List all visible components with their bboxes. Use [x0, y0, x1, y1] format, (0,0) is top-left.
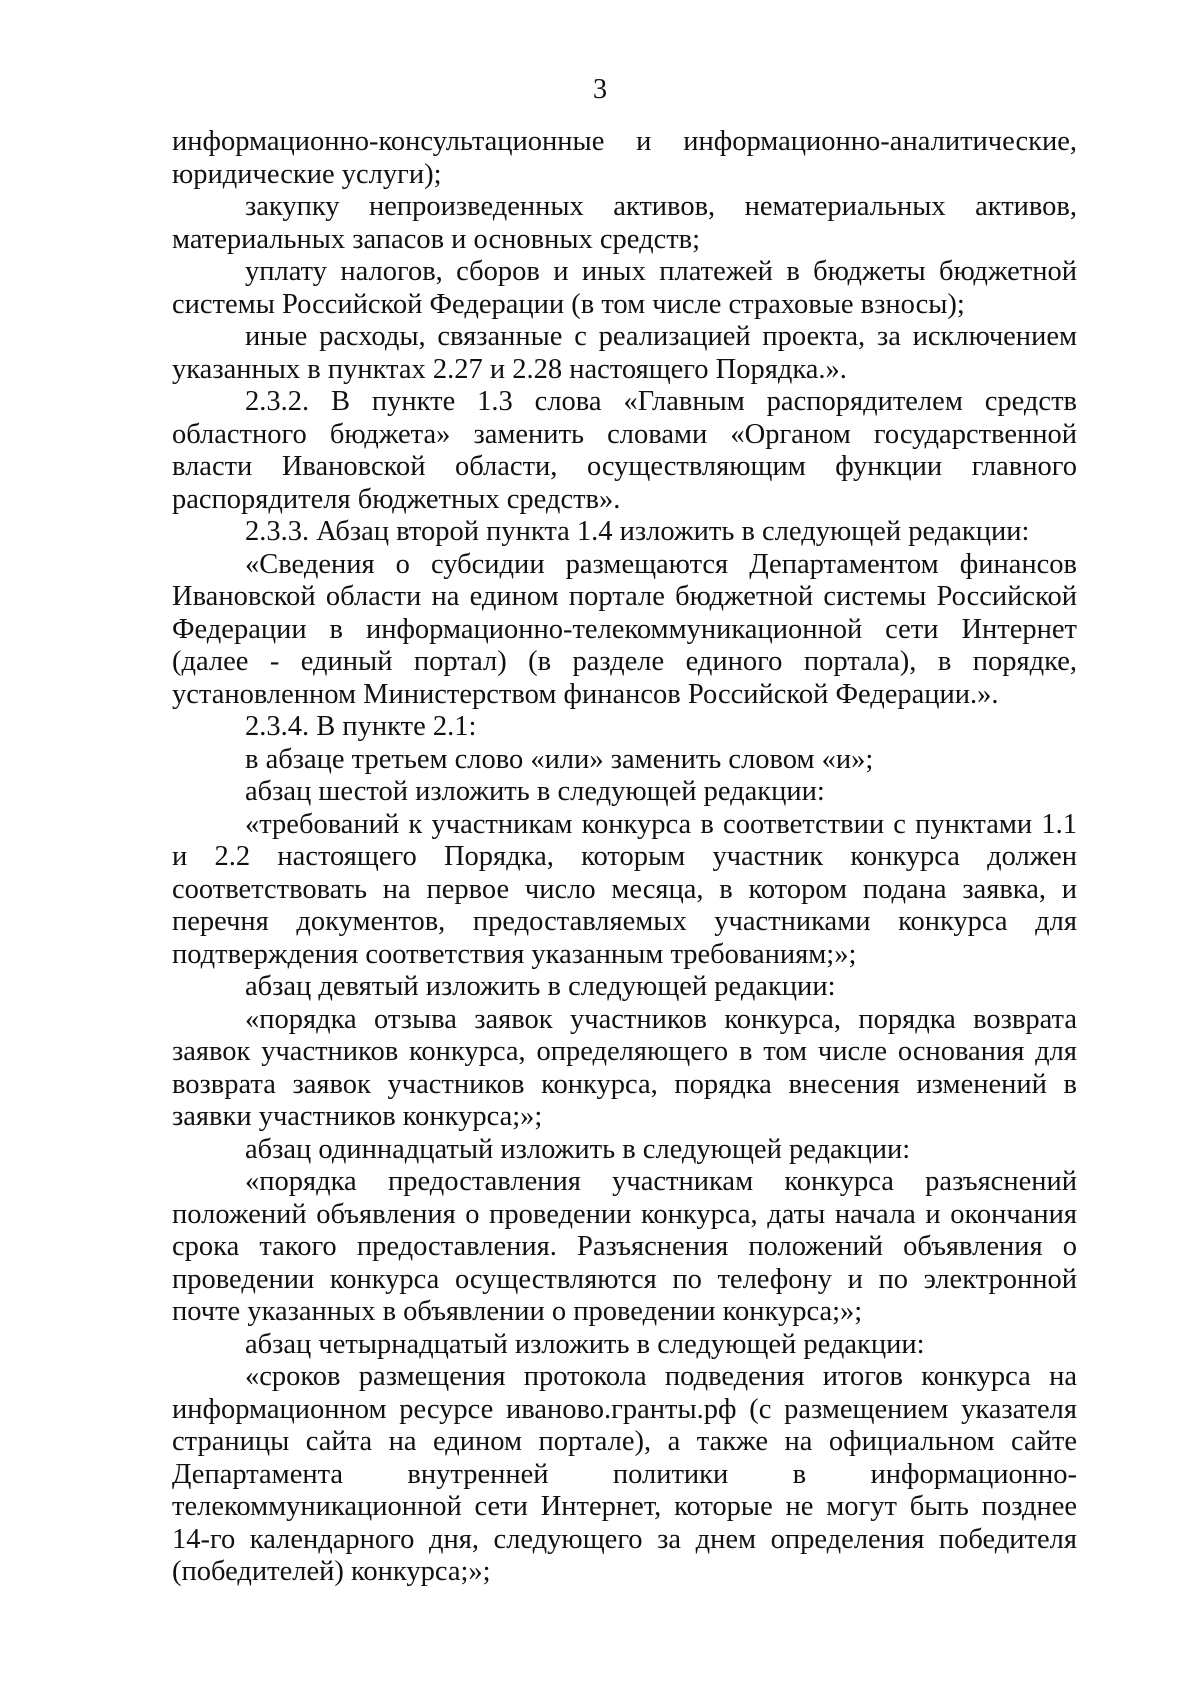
- paragraph-13: «порядка отзыва заявок участников конкурса, порядка возврата заявок участников конкурса, определяющего в том числе основания для возврата заявок участников конкурса, порядка внесения изменений в заявки участников конкурса;»;: [172, 1003, 1077, 1132]
- paragraph-1: информационно-консультационные и информационно-аналитические, юридические услуги);: [172, 126, 1077, 190]
- paragraph-9: в абзаце третьем слово «или» заменить словом «и»;: [245, 743, 874, 775]
- paragraph-10: абзац шестой изложить в следующей редакции:: [245, 776, 825, 807]
- paragraph-6: 2.3.3. Абзац второй пункта 1.4 изложить в следующей редакции:: [245, 516, 1030, 547]
- paragraph-12: абзац девятый изложить в следующей редакции:: [245, 971, 836, 1002]
- paragraph-14: абзац одиннадцатый изложить в следующей редакции:: [245, 1133, 911, 1165]
- paragraph-7: «Сведения о субсидии размещаются Департаментом финансов Ивановской области на едином портале бюджетной системы Российской Федерации в информационно-телекоммуникационной сети Интернет (далее - единый портал) (в разделе единого портала), в порядке, установленном Министерством финансов Российской Федерации.».: [172, 548, 1077, 710]
- paragraph-2: закупку непроизведенных активов, нематериальных активов, материальных запасов и основных средств;: [172, 191, 1077, 255]
- paragraph-8: 2.3.4. В пункте 2.1:: [245, 711, 477, 742]
- paragraph-17: «сроков размещения протокола подведения итогов конкурса на информационном ресурсе иваново.гранты.рф (с размещением указателя страницы сайта на едином портале), а также на официальном сайте Департамента внутренней политики в информационно-телекоммуникационной сети Интернет, которые не могут быть позднее 14-го календарного дня, следующего за днем определения победителя (победителей) конкурса;»;: [172, 1361, 1077, 1587]
- paragraph-5: 2.3.2. В пункте 1.3 слова «Главным распорядителем средств областного бюджета» заменить словами «Органом государственной власти Ивановской области, осуществляющим функции главного распорядителя бюджетных средств».: [172, 386, 1077, 515]
- paragraph-15: «порядка предоставления участникам конкурса разъяснений положений объявления о проведении конкурса, даты начала и окончания срока такого предоставления. Разъяснения положений объявления о проведении конкурса осуществляются по телефону и по электронной почте указанных в объявлении о проведении конкурса;»;: [172, 1166, 1077, 1327]
- page-number: 3: [592, 74, 608, 105]
- paragraph-16: абзац четырнадцатый изложить в следующей редакции:: [245, 1328, 925, 1360]
- paragraph-3: уплату налогов, сборов и иных платежей в бюджеты бюджетной системы Российской Федерации (в том числе страховые взносы);: [172, 256, 1077, 320]
- paragraph-4: иные расходы, связанные с реализацией проекта, за исключением указанных в пунктах 2.27 и 2.28 настоящего Порядка.».: [172, 321, 1077, 385]
- document-body: [172, 126, 1077, 1589]
- paragraph-11: «требований к участникам конкурса в соответствии с пунктами 1.1 и 2.2 настоящего Порядка, которым участник конкурса должен соответствовать на первое число месяца, в котором подана заявка, и перечня документов, предоставляемых участниками конкурса для подтверждения соответствия указанным требованиям;»;: [172, 808, 1077, 970]
